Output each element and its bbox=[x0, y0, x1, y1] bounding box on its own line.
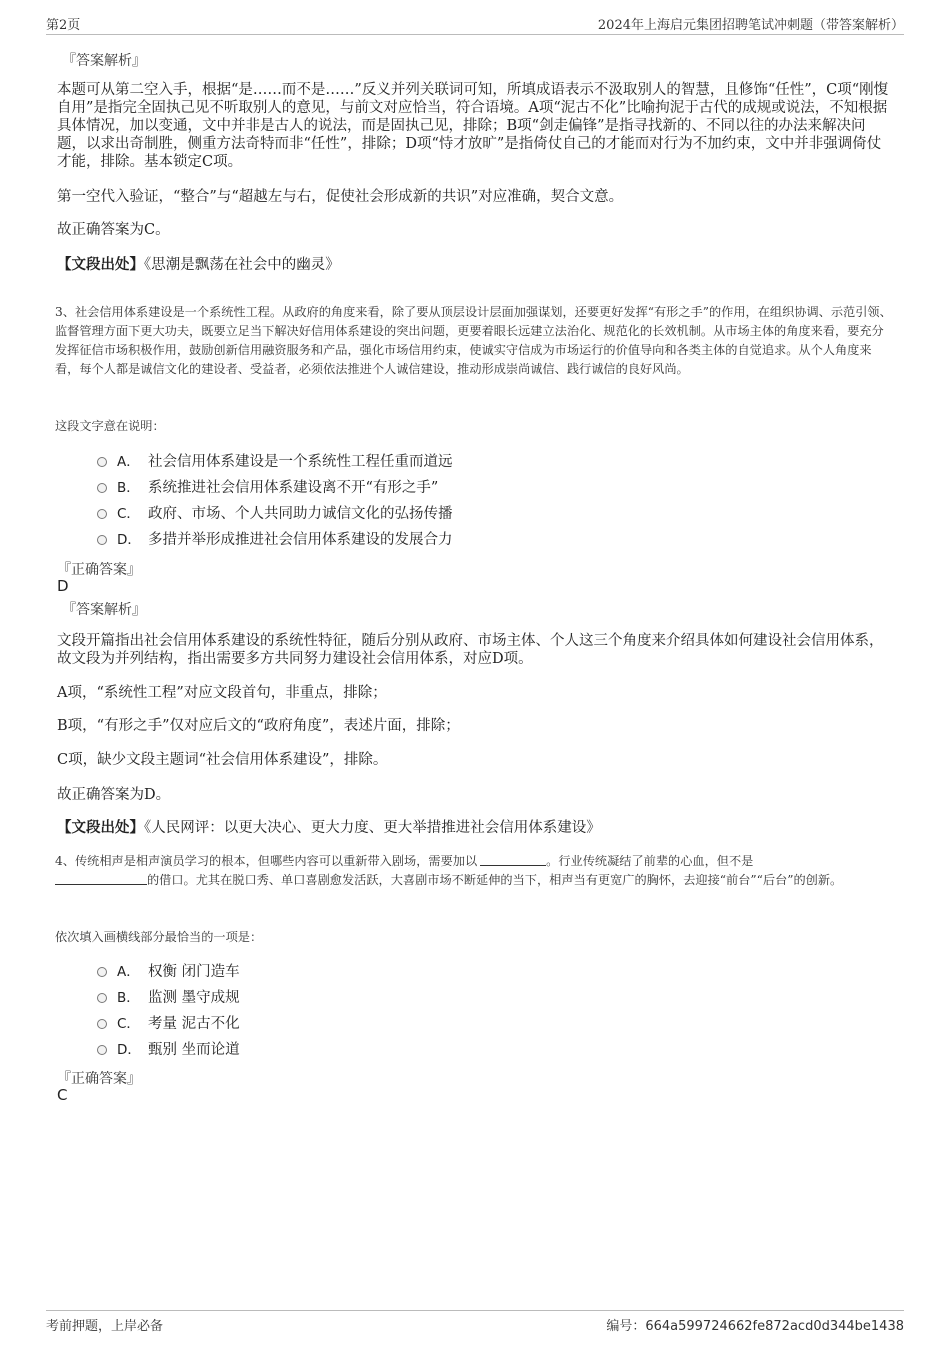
q3-source-text: 《人民网评：以更大决心、更大力度、更大举措推进社会信用体系建设》 bbox=[144, 820, 601, 836]
q3-prompt: 这段文字意在说明： bbox=[55, 419, 165, 433]
q2-conclusion: 故正确答案为C。 bbox=[57, 222, 170, 238]
radio-icon[interactable] bbox=[97, 993, 107, 1003]
radio-icon[interactable] bbox=[97, 1019, 107, 1029]
q3-analysis-label: 『答案解析』 bbox=[62, 602, 146, 618]
q3-correct-answer: D bbox=[57, 577, 69, 595]
page-footer bbox=[46, 1310, 904, 1337]
q3-source-tag: 【文段出处】 bbox=[57, 819, 144, 836]
q3-correct-label: 『正确答案』 bbox=[57, 562, 141, 578]
q2-source-text: 《思潮是飘荡在社会中的幽灵》 bbox=[144, 257, 340, 273]
q3-analysis-paragraph: 文段开篇指出社会信用体系建设的系统性特征，随后分别从政府、市场主体、个人这三个角度来介绍具体如何建设社会信用体系，故文段为并列结构，指出需要多方共同努力建设社会信用体系，对应D项。 bbox=[57, 633, 884, 667]
radio-icon[interactable] bbox=[97, 483, 107, 493]
q3-option-a[interactable]: A． 社会信用体系建设是一个系统性工程任重而道远 bbox=[97, 452, 453, 472]
q3-option-d[interactable]: D． 多措并举形成推进社会信用体系建设的发展合力 bbox=[97, 530, 453, 550]
q2-analysis-label: 『答案解析』 bbox=[62, 53, 146, 69]
radio-icon[interactable] bbox=[97, 967, 107, 977]
q4-correct-label: 『正确答案』 bbox=[57, 1071, 141, 1087]
footer-slogan: 考前押题，上岸必备 bbox=[46, 1319, 164, 1334]
q3-source bbox=[57, 819, 893, 837]
q4-option-c[interactable]: C． 考量 泥古不化 bbox=[97, 1014, 240, 1034]
q4-option-b[interactable]: B． 监测 墨守成规 bbox=[97, 988, 240, 1008]
fill-blank-1 bbox=[480, 853, 546, 866]
radio-icon[interactable] bbox=[97, 535, 107, 545]
radio-icon[interactable] bbox=[97, 1045, 107, 1055]
q2-verification-paragraph: 第一空代入验证，“整合”与“超越左与右，促使社会形成新的共识”对应准确，契合文意。 bbox=[57, 189, 624, 205]
q4-option-d[interactable]: D． 甄别 坐而论道 bbox=[97, 1040, 240, 1060]
q2-analysis-paragraph: 本题可从第二空入手，根据“是……而不是……”反义并列关联词可知，所填成语表示不汲取别人的智慧，且修饰“任性”，C项“刚愎自用”是指完全固执己见不听取别人的意见，与前文对应恰当，符合语境。A项“泥古不化”比喻拘泥于古代的成规或说法，不知根据具体情况，加以变通，文中并非是古人的说法，而是固执己见，排除；B项“剑走偏锋”是指寻找新的、不同以往的办法来解决问题，以求出奇制胜，侧重方法奇特而非“任性”，排除；D项“恃才放旷”是指倚仗自己的才能而对行为不加约束，文中并非强调倚仗才能，排除。基本锁定C项。 bbox=[57, 82, 889, 170]
page-header bbox=[46, 12, 904, 35]
q3-option-c[interactable]: C． 政府、市场、个人共同助力诚信文化的弘扬传播 bbox=[97, 504, 453, 524]
q3-stem: 3、社会信用体系建设是一个系统性工程。从政府的角度来看，除了要从顶层设计层面加强谋划，还要更好发挥“有形之手”的作用，在组织协调、示范引领、监督管理方面下更大功夫，既要立足当下解决好信用体系建设的突出问题，更要着眼长远建立法治化、规范化的长效机制。从市场主体的角度来看，要充分发挥征信市场积极作用，鼓励创新信用融资服务和产品，强化市场信用约束，使诚实守信成为市场运行的价值导向和各类主体的自觉追求。从个人角度来看，每个人都是诚信文化的建设者、受益者，必须依法推进个人诚信建设，推动形成崇尚诚信、践行诚信的良好风尚。 bbox=[55, 305, 892, 376]
fill-blank-2 bbox=[55, 872, 147, 885]
q2-source bbox=[57, 256, 893, 274]
q3-conclusion: 故正确答案为D。 bbox=[57, 787, 171, 803]
q4-prompt: 依次填入画横线部分最恰当的一项是： bbox=[55, 930, 263, 944]
document-title: 2024年上海启元集团招聘笔试冲刺题（带答案解析） bbox=[597, 18, 904, 33]
q4-stem: 4、传统相声是相声演员学习的根本，但哪些内容可以重新带入剧场，需要加以 。行业传统凝结了前辈的心血，但不是 的借口。尤其在脱口秀、单口喜剧愈发活跃，大喜剧市场不断延伸的当下，相声当有更宽广的胸怀，去迎接“前台”“后台”的创新。 bbox=[55, 854, 843, 887]
radio-icon[interactable] bbox=[97, 509, 107, 519]
document-code: 编号：664a599724662fe872acd0d344be1438 bbox=[606, 1319, 904, 1334]
page-number: 第2页 bbox=[46, 18, 81, 33]
q4-correct-answer: C bbox=[57, 1086, 68, 1104]
q3-option-b[interactable]: B． 系统推进社会信用体系建设离不开“有形之手” bbox=[97, 478, 438, 498]
q3-analysis-b: B项，“有形之手”仅对应后文的“政府角度”，表述片面，排除； bbox=[57, 718, 460, 734]
q3-analysis-a: A项，“系统性工程”对应文段首句，非重点，排除； bbox=[57, 685, 387, 701]
radio-icon[interactable] bbox=[97, 457, 107, 467]
q3-analysis-c: C项，缺少文段主题词“社会信用体系建设”，排除。 bbox=[57, 752, 388, 768]
q2-source-tag: 【文段出处】 bbox=[57, 256, 144, 273]
q4-option-a[interactable]: A． 权衡 闭门造车 bbox=[97, 962, 240, 982]
